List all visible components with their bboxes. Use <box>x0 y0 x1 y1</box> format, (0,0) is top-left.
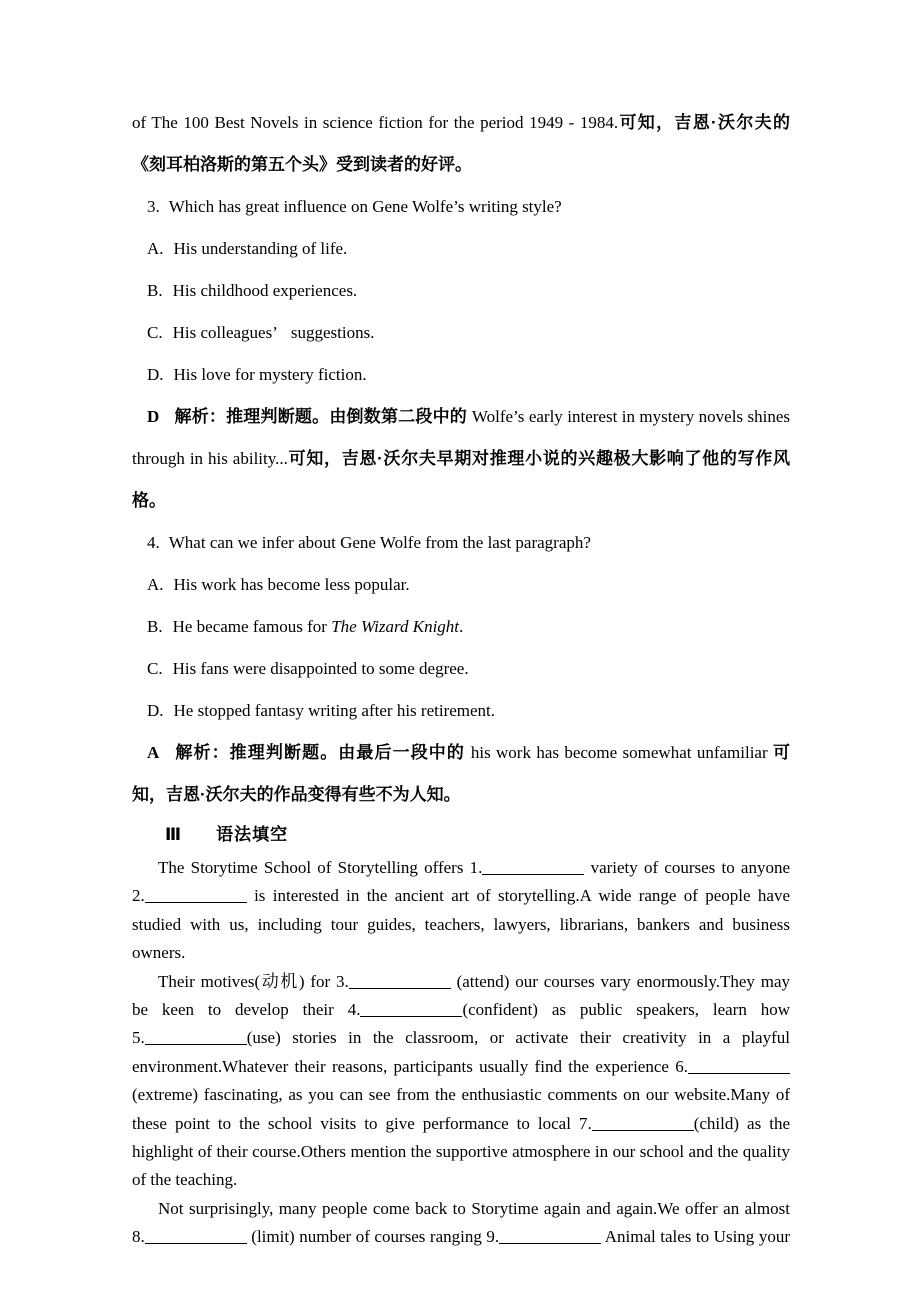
text-segment: variety of courses to anyone <box>584 858 790 877</box>
option-label: D. <box>147 701 164 720</box>
answer-letter: A <box>147 743 160 762</box>
question-4-stem <box>132 522 790 564</box>
blank-number: 5. <box>132 1028 145 1048</box>
question-3-stem <box>132 186 790 228</box>
text-segment: The Storytime School of Storytelling offers <box>158 858 470 877</box>
option-label: C. <box>147 659 163 678</box>
grammar-blank-3 <box>336 972 451 991</box>
reading-comprehension-answers-section <box>132 102 790 816</box>
text-segment: The Wizard Knight <box>331 617 460 636</box>
text-segment: His understanding of life. <box>173 239 348 258</box>
text-segment: 可知，吉恩·沃尔夫的作品变得有些不为人知。 <box>132 743 790 804</box>
text-segment: (use) stories in the classroom, or activate their creativity in a playful environment.Whatever their reasons, participants usually find the experience <box>132 1028 790 1076</box>
text-segment: He became famous for <box>172 617 332 636</box>
question-text: Which has great influence on Gene Wolfe’s writing style? <box>168 197 562 216</box>
grammar-blank-5 <box>132 1028 247 1047</box>
text-segment: 可知，吉恩·沃尔夫早期对推理小说的兴趣极大影响了他的写作风格。 <box>132 449 790 510</box>
grammar-blank-6 <box>675 1057 790 1076</box>
question-4-option-A <box>132 564 790 606</box>
question-3-option-D <box>132 354 790 396</box>
text-segment: 动机 <box>260 971 299 991</box>
question-4-option-B <box>132 606 790 648</box>
section-title: 语法填空 <box>216 825 289 844</box>
text-segment: He stopped fantasy writing after his retirement. <box>173 701 496 720</box>
blank-underline <box>145 902 247 903</box>
grammar-blank-1 <box>470 858 585 877</box>
text-segment: Their motives( <box>158 971 261 991</box>
question-3-option-A <box>132 228 790 270</box>
text-segment: suggestions. <box>290 323 375 342</box>
blank-underline <box>145 1243 247 1244</box>
text-segment: . <box>459 617 464 636</box>
text-segment: Animal tales to Using your <box>601 1227 790 1247</box>
question-3-option-B <box>132 270 790 312</box>
grammar-blank-7 <box>579 1114 694 1133</box>
text-segment: His childhood experiences. <box>172 281 358 300</box>
text-segment: Wolfe’s early interest in mystery novels shines through in his ability... <box>132 407 790 468</box>
blank-underline <box>482 874 584 875</box>
question-3-option-C <box>132 312 790 354</box>
grammar-blank-2 <box>132 886 247 905</box>
text-segment: His work has become less popular. <box>173 575 410 594</box>
grammar-blank-8 <box>132 1227 247 1246</box>
grammar-section-header <box>132 816 790 854</box>
blank-number: 9. <box>486 1227 500 1247</box>
blank-number: 4. <box>347 1000 361 1020</box>
question-4-option-D <box>132 690 790 732</box>
question-text: What can we infer about Gene Wolfe from the last paragraph? <box>168 533 591 552</box>
option-label: A. <box>147 575 164 594</box>
blank-underline <box>688 1073 790 1074</box>
answer-letter: D <box>147 407 160 426</box>
question-4-option-C <box>132 648 790 690</box>
text-segment: his work has become somewhat unfamiliar <box>470 743 773 762</box>
text-segment: (child) as the highlight of their course.Others mention the supportive atmosphere in our school and the quality of the teaching. <box>132 1113 790 1190</box>
grammar-paragraph-2 <box>132 968 790 1195</box>
blank-number: 1. <box>469 858 483 877</box>
text-segment: is interested in the ancient art of storytelling.A wide range of people have studied with us, including tour guides, teachers, lawyers, librarians, bankers and business owners. <box>132 886 790 963</box>
blank-number: 6. <box>675 1056 688 1076</box>
section-numeral: Ⅲ <box>165 825 182 844</box>
grammar-blank-9 <box>486 1227 601 1246</box>
option-label: D. <box>147 365 164 384</box>
text-segment: (limit) number of courses ranging <box>246 1227 487 1247</box>
text-segment: His fans were disappointed to some degree. <box>172 659 469 678</box>
text-segment: ) for <box>298 971 336 991</box>
text-segment: Not surprisingly, many people come back to Storytime again and again.We offer an almost <box>158 1198 790 1218</box>
text-segment: His love for mystery fiction. <box>173 365 367 384</box>
text-segment: of The 100 Best Novels in science fiction for the period 1949 - 1984. <box>132 113 619 132</box>
explanation-continuation-paragraph <box>132 102 790 186</box>
blank-underline <box>349 988 451 989</box>
blank-underline <box>499 1243 601 1244</box>
text-segment: 解析：推理判断题。由倒数第二段中的 <box>174 407 472 426</box>
option-label: B. <box>147 617 163 636</box>
blank-underline <box>145 1044 247 1045</box>
question-number: 3. <box>147 197 160 216</box>
question-4-answer-explanation <box>132 732 790 816</box>
blank-number: 3. <box>336 971 349 991</box>
blank-number: 7. <box>578 1113 592 1133</box>
grammar-paragraph-1 <box>132 854 790 968</box>
question-3-answer-explanation <box>132 396 790 522</box>
text-segment: (extreme) fascinating, as you can see from the enthusiastic comments on our website.Many of these point to the school visits to give performance to local <box>132 1085 790 1133</box>
text-segment: His colleagues’ <box>172 323 278 342</box>
question-number: 4. <box>147 533 160 552</box>
text-segment: 可知，吉恩·沃尔夫的《刻耳柏洛斯的第五个头》受到读者的好评。 <box>132 113 790 174</box>
option-label: A. <box>147 239 164 258</box>
option-label: B. <box>147 281 163 300</box>
blank-number: 2. <box>132 886 145 906</box>
blank-number: 8. <box>132 1227 145 1247</box>
option-label: C. <box>147 323 163 342</box>
blank-underline <box>592 1130 694 1131</box>
text-segment: (attend) our courses vary enormously.They may be keen to develop their <box>132 971 791 1020</box>
grammar-blank-4 <box>348 1000 463 1019</box>
blank-underline <box>360 1016 462 1017</box>
text-segment: (confident) as public speakers, learn how <box>462 1000 790 1020</box>
text-segment: 解析：推理判断题。由最后一段中的 <box>174 743 471 762</box>
grammar-fill-in-section <box>132 854 790 1252</box>
grammar-paragraph-3 <box>132 1195 790 1252</box>
